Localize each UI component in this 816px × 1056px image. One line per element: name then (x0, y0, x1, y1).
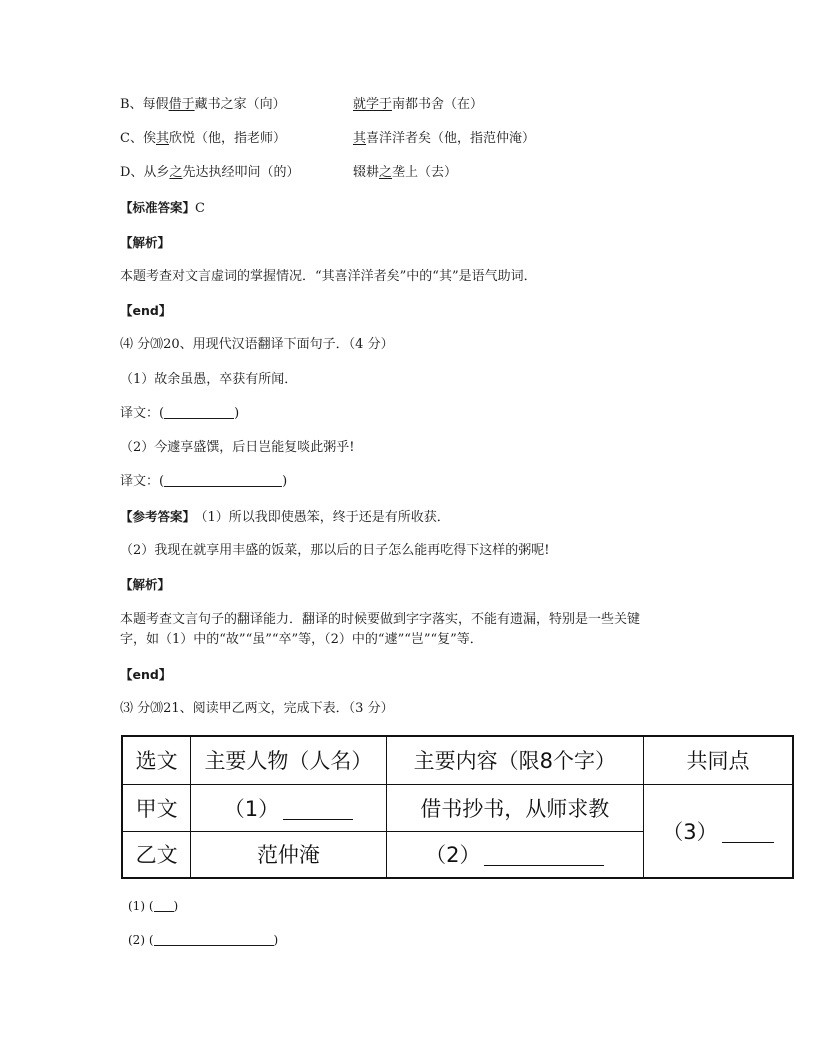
row-label-yi: 乙文 (122, 831, 191, 878)
q20-translation-1 (120, 405, 239, 423)
cell-person-2: 范仲淹 (191, 831, 386, 878)
translation-close: ) (234, 406, 240, 421)
header-main-character: 主要人物（人名） (191, 736, 386, 784)
cell-common (643, 784, 793, 878)
answer-close: ) (173, 899, 179, 913)
option-b (120, 96, 286, 114)
cell-content-1: 借书抄书，从师求教 (386, 784, 643, 831)
answer-value: C (195, 201, 205, 216)
cell-number: （3） (662, 819, 718, 844)
option-d-underlined: 之 (169, 165, 183, 180)
translation-2-blank[interactable] (164, 473, 282, 487)
translation-1-blank[interactable] (164, 405, 234, 419)
option-c-prefix: C、俟 (120, 131, 156, 146)
option-b-compare-text: 南都书舍（在） (392, 97, 484, 112)
header-selection: 选文 (122, 736, 191, 784)
q19-answer (120, 199, 205, 218)
cell-person-1 (191, 784, 386, 831)
q20-answer-1 (120, 508, 450, 527)
option-d-prefix: D、从乡 (120, 165, 170, 180)
header-main-content: 主要内容（限8个字） (386, 736, 643, 784)
header-common-point: 共同点 (643, 736, 793, 784)
q20-analysis-line-1: 本题考查文言句子的翻译能力．翻译的时候要做到字字落实，不能有遗漏，特别是一些关键 (120, 612, 641, 627)
option-d (120, 164, 299, 182)
table-blank-2[interactable] (484, 845, 604, 866)
q20-translation-2 (120, 473, 287, 491)
option-d-compare-pre: 辍耕 (353, 165, 380, 180)
q19-analysis-label: 【解析】 (120, 235, 171, 250)
table-header-row (122, 736, 793, 784)
cell-number: （1） (223, 796, 280, 821)
cell-content-2 (386, 831, 643, 878)
option-c-compare (353, 130, 535, 148)
q20-end: 【end】 (120, 667, 172, 682)
q20-analysis-line-2: 字，如（1）中的“故”“虽”“卒”等，（2）中的“遽”“岂”“复”等． (120, 632, 483, 647)
answer-label: (1) ( (128, 899, 154, 913)
cell-number: （2） (425, 843, 481, 868)
option-c-compare-text: 喜洋洋者矣（他，指范仲淹） (366, 131, 536, 146)
translation-close: ) (282, 474, 288, 489)
option-c (120, 130, 286, 148)
q19-analysis-text: 本题考查对文言虚词的掌握情况．“其喜洋洋者矣”中的“其”是语气助词． (120, 269, 537, 284)
q21-header: ⑶ 分⒇21、阅读甲乙两文，完成下表．（3 分） (120, 701, 394, 716)
table-blank-1[interactable] (283, 799, 353, 820)
q20-sentence-2: （2）今遽享盛馔，后日岂能复啖此粥乎! (120, 440, 355, 455)
answer-close: ) (273, 933, 279, 947)
option-c-underlined: 其 (155, 131, 169, 146)
q20-sentence-1: （1）故余虽愚，卒获有所闻． (120, 372, 298, 387)
answer-label: 【参考答案】 (120, 509, 196, 524)
translation-label: 译文：( (120, 474, 165, 489)
answer-label: (2) ( (128, 933, 154, 947)
option-c-text: 欣悦（他，指老师） (168, 131, 286, 146)
q20-analysis-label: 【解析】 (120, 577, 171, 592)
table-blank-3[interactable] (722, 822, 774, 843)
option-d-compare-text: 垄上（去） (392, 165, 458, 180)
option-c-compare-underlined: 其 (353, 131, 367, 146)
q21-table (121, 735, 794, 879)
option-b-underlined: 借于 (168, 97, 195, 112)
translation-label: 译文：( (120, 406, 165, 421)
answer-text: （1）所以我即使愚笨，终于还是有所收获． (201, 510, 450, 525)
option-d-text: 先达执经叩问（的） (182, 165, 300, 180)
answer-label: 【标准答案】 (120, 200, 196, 215)
option-d-compare (353, 164, 457, 182)
q19-end: 【end】 (120, 303, 172, 318)
row-label-jia: 甲文 (122, 784, 191, 831)
q20-header: ⑷ 分⒇20、用现代汉语翻译下面句子．（4 分） (120, 337, 394, 352)
option-b-compare (353, 96, 483, 114)
option-b-text: 藏书之家（向） (194, 97, 286, 112)
option-d-compare-underlined: 之 (379, 165, 393, 180)
option-b-compare-underlined: 就学于 (353, 97, 393, 112)
q20-answer-2: （2）我现在就享用丰盛的饭菜，那以后的日子怎么能再吃得下这样的粥呢! (120, 543, 550, 558)
table-row (122, 784, 793, 831)
q21-answer-1 (128, 897, 178, 915)
answer-2-blank[interactable] (154, 932, 274, 946)
q21-answer-2 (128, 931, 278, 949)
option-b-prefix: B、每假 (120, 97, 169, 112)
answer-1-blank[interactable] (154, 898, 174, 912)
